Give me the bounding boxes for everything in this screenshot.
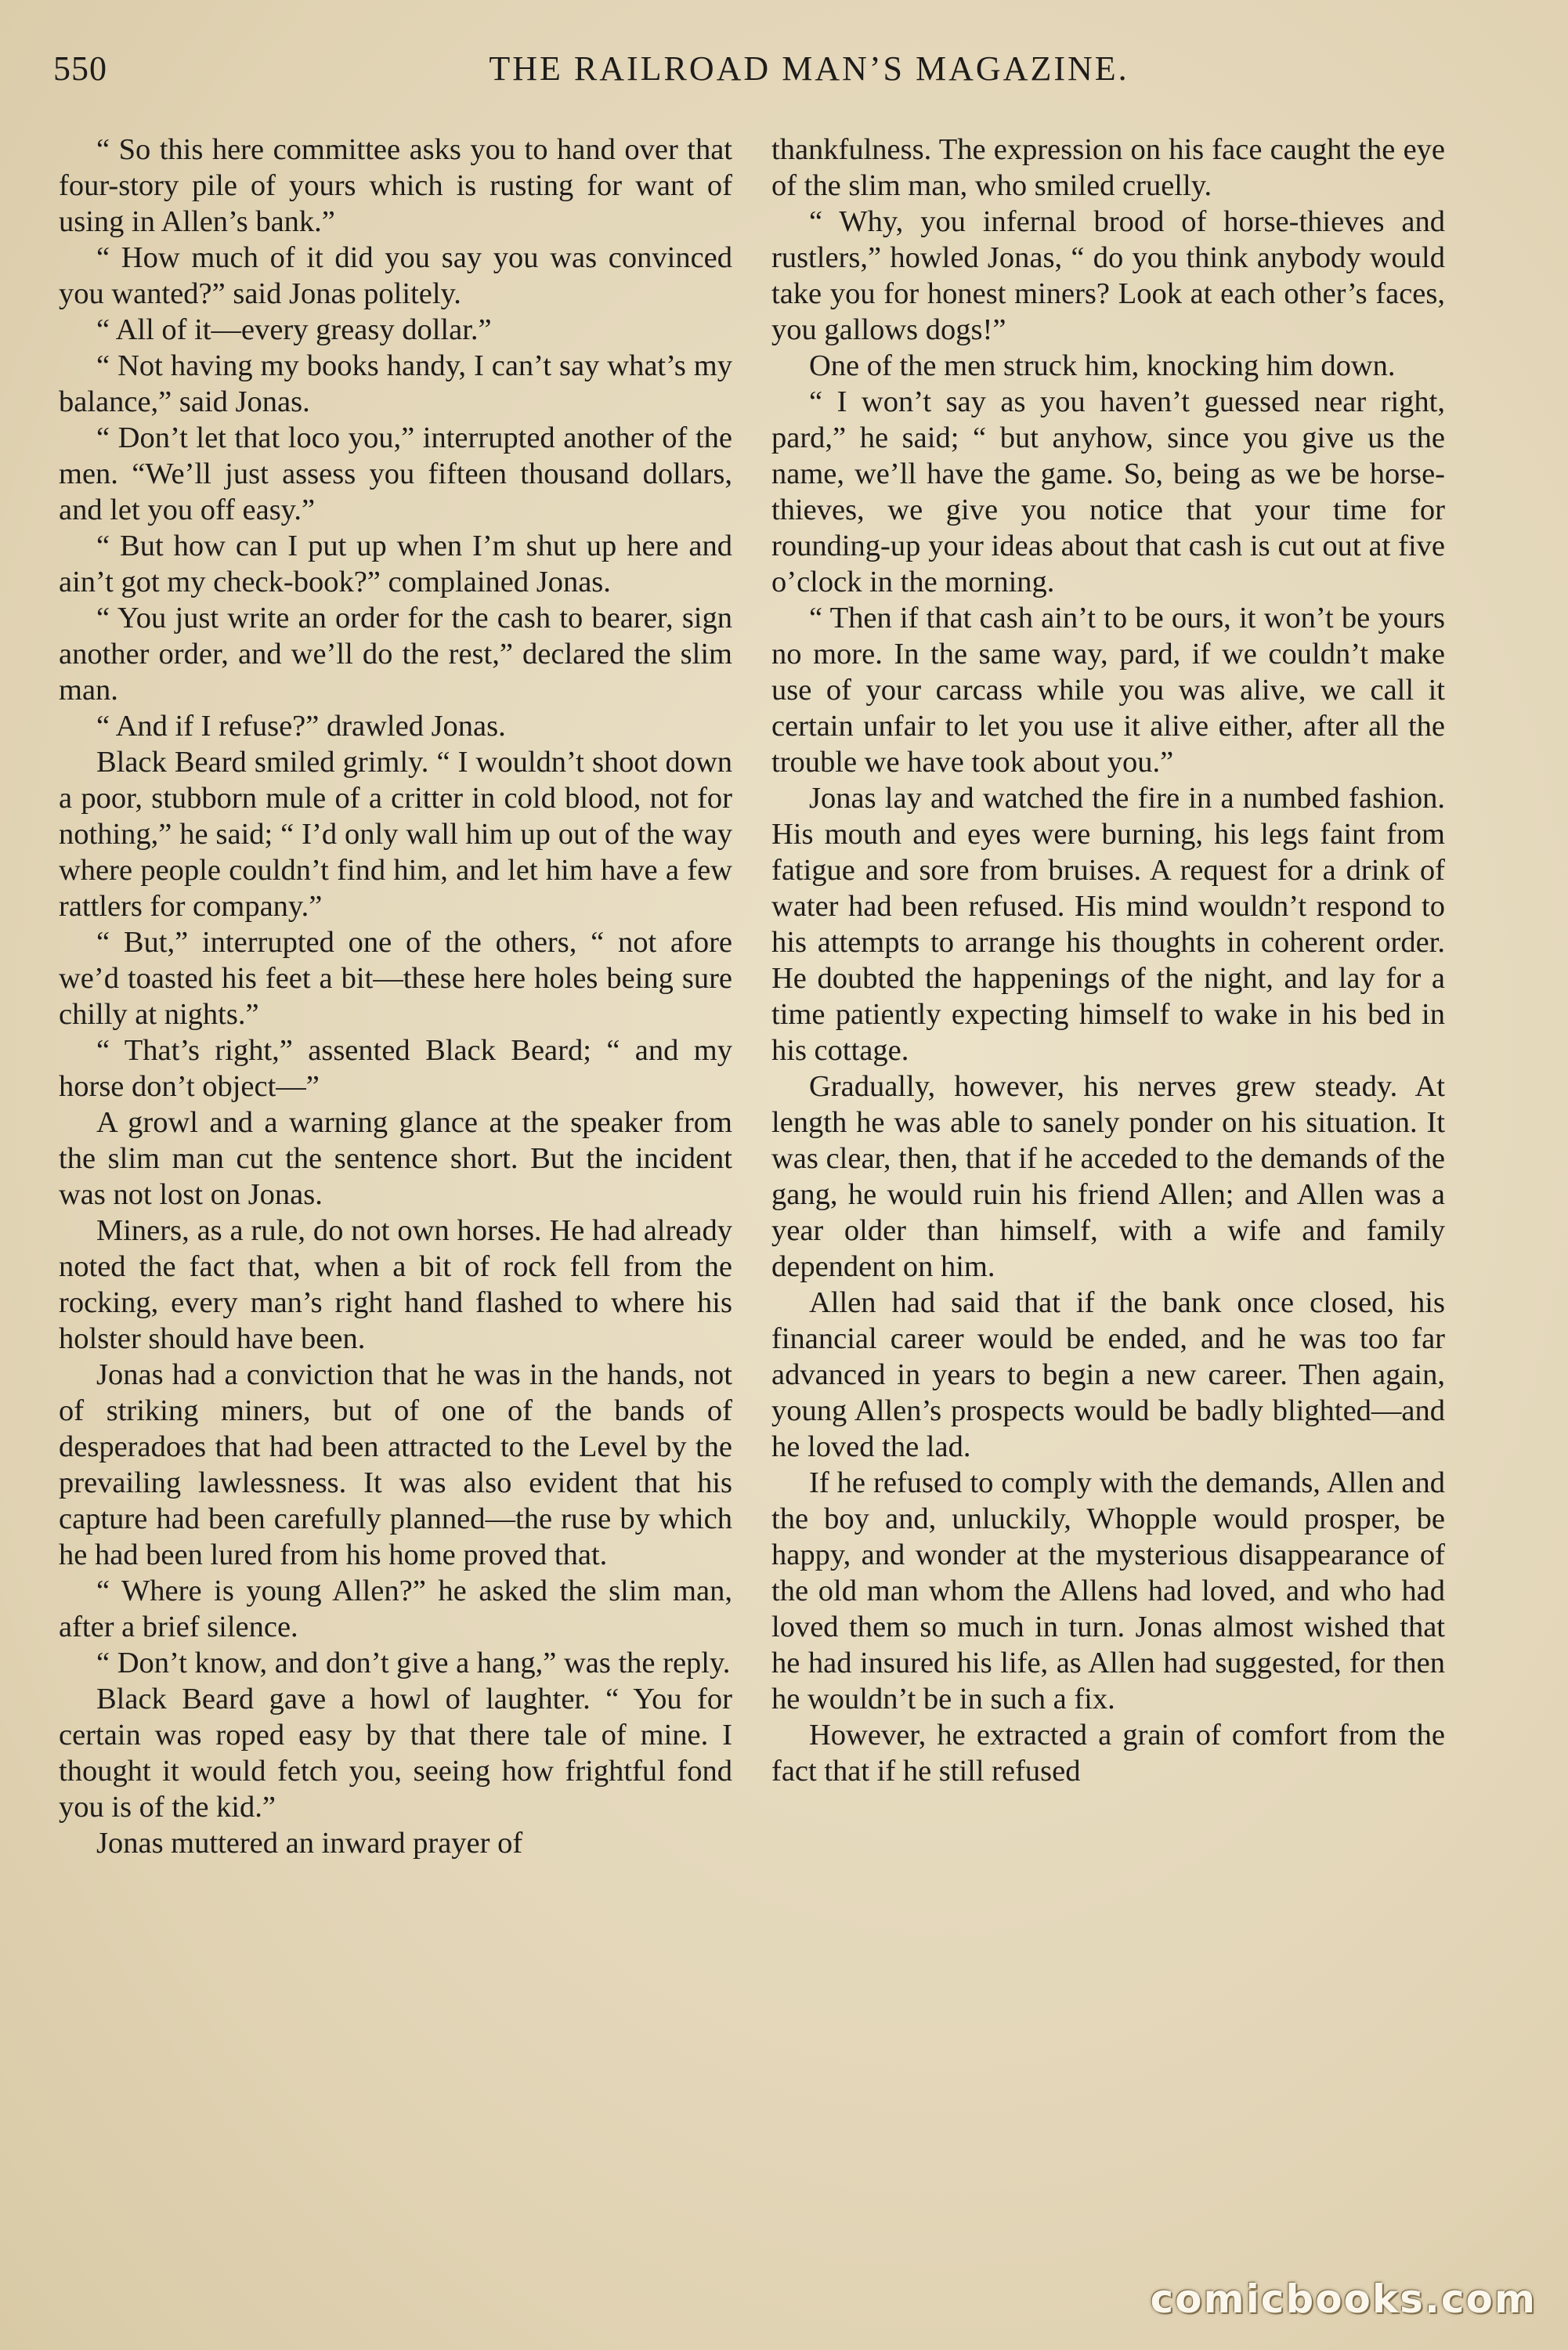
paragraph: One of the men struck him, knocking him down.	[809, 349, 1396, 382]
left-column	[59, 132, 732, 1861]
running-title: THE RAILROAD MAN’S MAGAZINE.	[489, 49, 1129, 88]
paragraph: “ All of it—every greasy dollar.”	[96, 313, 492, 346]
paragraph: “ I won’t say as you haven’t guessed near right, pard,” he said; “ but anyhow, since you give us the name, we’ll have the game. So, being as we be horse-thieves, we give you notice that your time for rounding-up your ideas about that cash is cut out at five o’clock in the morning.	[771, 385, 1445, 598]
right-column	[771, 132, 1445, 1789]
paragraph: “ Don’t know, and don’t give a hang,” was the reply.	[96, 1647, 731, 1679]
paragraph: Allen had said that if the bank once closed, his financial career would be ended, and he was too far advanced in years to begin a new career. Then again, young Allen’s prospects would be badly blighted—and he loved the lad.	[771, 1286, 1445, 1463]
paragraph: “ But how can I put up when I’m shut up here and ain’t got my check-book?” complained Jonas.	[59, 530, 732, 598]
paragraph: “ Not having my books handy, I can’t say what’s my balance,” said Jonas.	[59, 349, 732, 418]
paragraph: “ Why, you infernal brood of horse-thieves and rustlers,” howled Jonas, “ do you think anybody would take you for honest miners? Look at each other’s faces, you gallows dogs!”	[771, 205, 1445, 346]
paragraph: “ Then if that cash ain’t to be ours, it won’t be yours no more. In the same way, pard, if we couldn’t make use of your carcass while you was alive, we call it certain unfair to let you use it alive either, after all the trouble we have took about you.”	[771, 602, 1445, 779]
paragraph: A growl and a warning glance at the speaker from the slim man cut the sentence short. But the incident was not lost on Jonas.	[59, 1106, 732, 1211]
page-number: 550	[53, 49, 107, 88]
paragraph: “ And if I refuse?” drawled Jonas.	[96, 710, 506, 743]
paragraph: “ Where is young Allen?” he asked the slim man, after a brief silence.	[59, 1574, 732, 1643]
paragraph: Black Beard smiled grimly. “ I wouldn’t shoot down a poor, stubborn mule of a critter in cold blood, not for nothing,” he said; “ I’d only wall him up out of the way where people couldn’t find him, and let him have a few rattlers for company.”	[59, 746, 732, 923]
paragraph: Black Beard gave a howl of laughter. “ You for certain was roped easy by that there tale of mine. I thought it would fetch you, seeing how frightful fond you is of the kid.”	[59, 1683, 732, 1824]
page-header	[53, 49, 1447, 96]
paragraph: However, he extracted a grain of comfort from the fact that if he still refused	[771, 1719, 1445, 1788]
paragraph: Jonas lay and watched the fire in a numbed fashion. His mouth and eyes were burning, his legs faint from fatigue and sore from bruises. A request for a drink of water had been refused. His mind wouldn’t respond to his attempts to arrange his thoughts in coherent order. He doubted the happenings of the night, and lay for a time patiently expecting himself to wake in his bed in his cottage.	[771, 782, 1445, 1067]
paragraph: Miners, as a rule, do not own horses. He had already noted the fact that, when a bit of rock fell from the rocking, every man’s right hand flashed to where his holster should have been.	[59, 1214, 732, 1355]
paragraph: “ But,” interrupted one of the others, “ not afore we’d toasted his feet a bit—these here holes being sure chilly at nights.”	[59, 926, 732, 1031]
paragraph: Jonas muttered an inward prayer of	[96, 1827, 523, 1860]
paragraph: Jonas had a conviction that he was in the hands, not of striking miners, but of one of the bands of desperadoes that had been attracted to the Level by the prevailing lawlessness. It was also evident that his capture had been carefully planned—the ruse by which he had been lured from his home proved that.	[59, 1358, 732, 1571]
watermark: comicbooks.com	[1150, 2276, 1537, 2322]
paragraph-continuation: thankfulness. The expression on his face caught the eye of the slim man, who smiled cruelly.	[771, 133, 1445, 202]
paragraph: “ So this here committee asks you to hand over that four-story pile of yours which is rusting for want of using in Allen’s bank.”	[59, 133, 732, 238]
paragraph: “ That’s right,” assented Black Beard; “ and my horse don’t object—”	[59, 1034, 732, 1103]
paragraph: Gradually, however, his nerves grew steady. At length he was able to sanely ponder on his situation. It was clear, then, that if he acceded to the demands of the gang, he would ruin his friend Allen; and Allen was a year older than himself, with a wife and family dependent on him.	[771, 1070, 1445, 1283]
paragraph: If he refused to comply with the demands, Allen and the boy and, unluckily, Whopple would prosper, be happy, and wonder at the mysterious disappearance of the old man whom the Allens had loved, and who had loved them so much in turn. Jonas almost wished that he had insured his life, as Allen had suggested, for then he wouldn’t be in such a fix.	[771, 1466, 1445, 1716]
paragraph: “ Don’t let that loco you,” interrupted another of the men. “We’ll just assess you fifteen thousand dollars, and let you off easy.”	[59, 421, 732, 526]
paragraph: “ How much of it did you say you was convinced you wanted?” said Jonas politely.	[59, 241, 732, 310]
paragraph: “ You just write an order for the cash to bearer, sign another order, and we’ll do the rest,” declared the slim man.	[59, 602, 732, 707]
